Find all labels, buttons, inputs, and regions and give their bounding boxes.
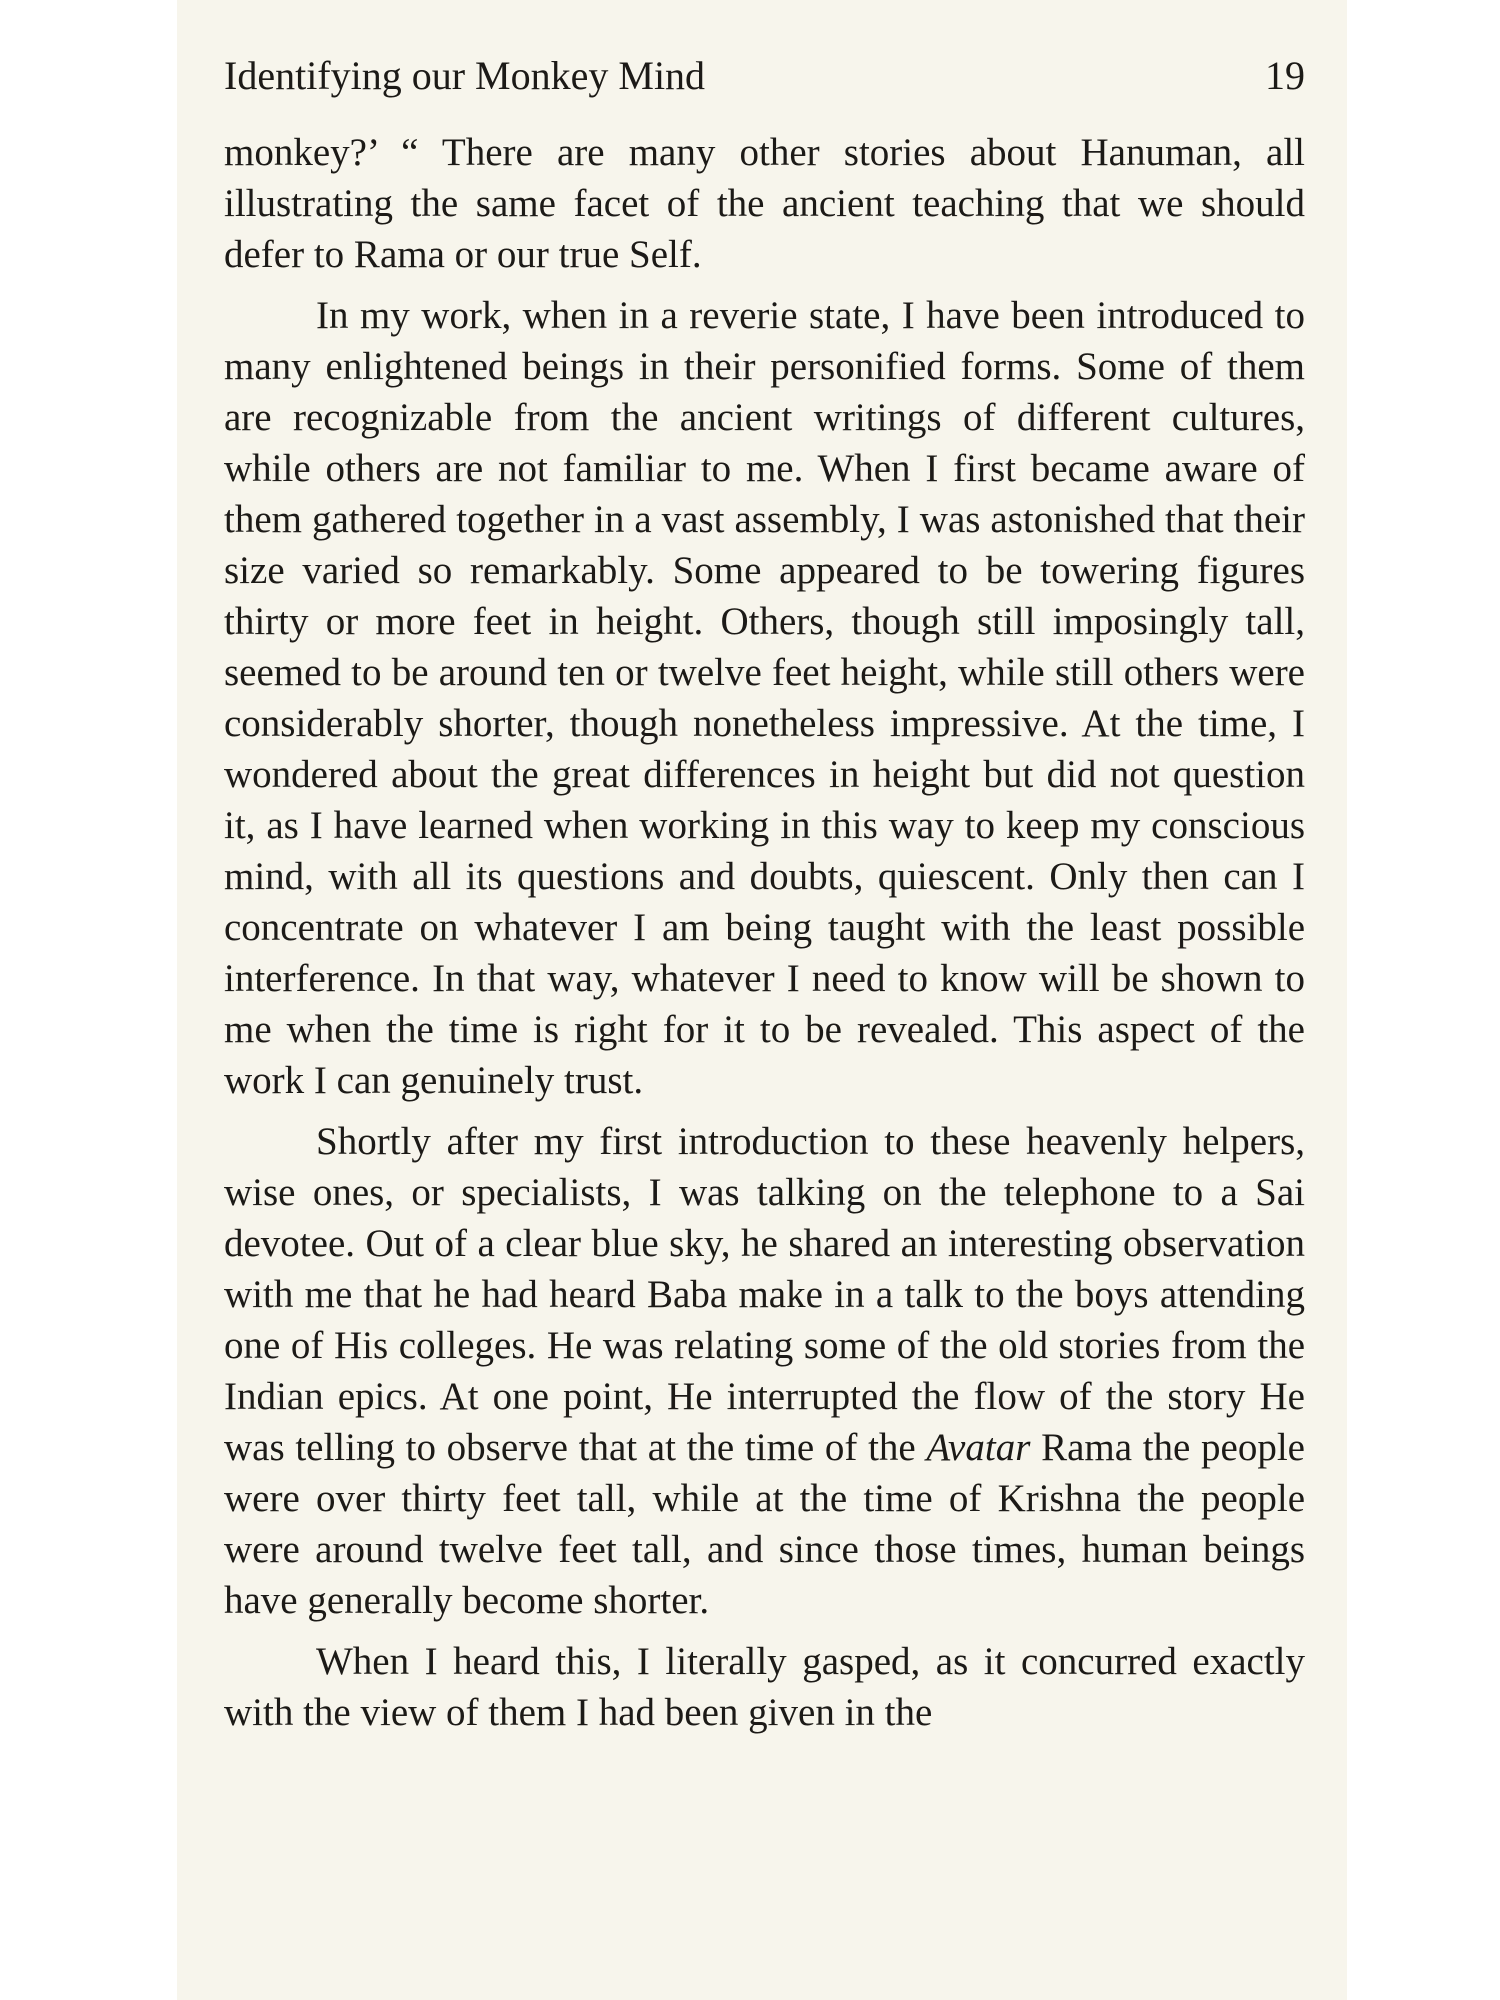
body-text bbox=[224, 127, 1305, 1748]
paragraph-3-text-before: Shortly after my first introduction to these heavenly helpers, wise ones, or specialists, I was talking on the telephone to a Sai devotee. Out of a clear blue sky, he shared an interesting observation with me that he had heard Baba make in a talk to the boys attending one of His colleges. He was relating some of the old stories from the Indian epics. At one point, He interrupted the flow of the story He was telling to observe that at the time of the bbox=[224, 1120, 1305, 1469]
avatar-italic: Avatar bbox=[926, 1426, 1031, 1469]
page-number: 19 bbox=[1265, 53, 1305, 98]
paragraph-4: When I heard this, I literally gasped, as it concurred exactly with the view of them I had been given in the bbox=[224, 1640, 1305, 1734]
paragraph-3 bbox=[224, 1116, 1305, 1626]
paragraph-3-text-after: Rama the people were over thirty feet tall, while at the time of Krishna the people were around twelve feet tall, and since those times, human beings have generally become shorter. bbox=[224, 1426, 1305, 1622]
page-header bbox=[224, 48, 1305, 104]
running-title: Identifying our Monkey Mind bbox=[224, 53, 706, 98]
paragraph-1: monkey?’ “ There are many other stories about Hanuman, all illustrating the same facet of the ancient teaching that we should defer to Rama or our true Self. bbox=[224, 131, 1305, 276]
paragraph-2: In my work, when in a reverie state, I have been introduced to many enlightened beings in their personified forms. Some of them are recognizable from the ancient writings of different cultures, while others are not familiar to me. When I first became aware of them gathered together in a vast assembly, I was astonished that their size varied so remarkably. Some appeared to be towering figures thirty or more feet in height. Others, though still imposingly tall, seemed to be around ten or twelve feet height, while still others were considerably shorter, though nonetheless impressive. At the time, I wondered about the great differences in height but did not question it, as I have learned when working in this way to keep my conscious mind, with all its questions and doubts, quiescent. Only then can I concentrate on whatever I am being taught with the least possible interference. In that way, whatever I need to know will be shown to me when the time is right for it to be revealed. This aspect of the work I can genuinely trust. bbox=[224, 294, 1305, 1102]
